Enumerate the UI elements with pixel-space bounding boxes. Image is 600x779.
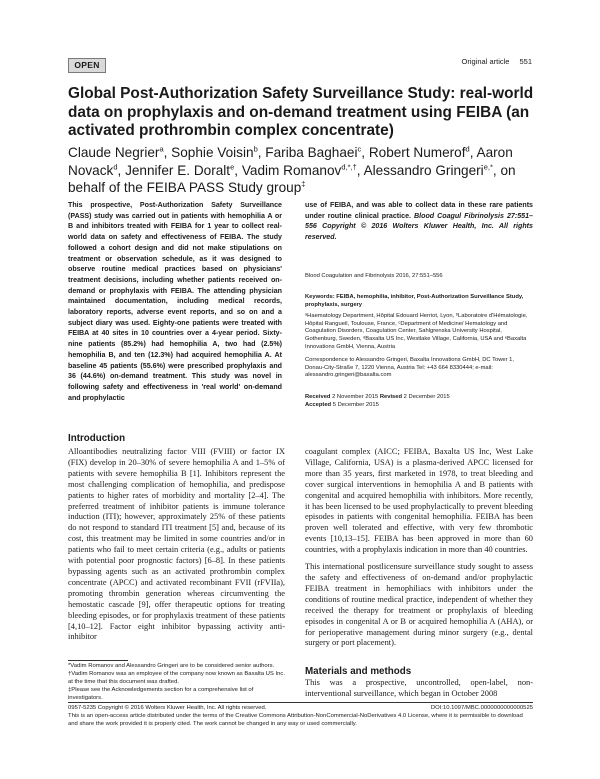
affiliations: ᵃHaematology Department, Hôpital Edouard Herriot, Lyon, ᵇLaboratoire d'Hématologie, Hôpital Rangueil, Toulouse, France, ᶜDepartment of Medicine/ Hematology and Coagulation Disorders, Coagulation Center, Sahlgrenska University Hospital, Gothenburg, Sweden, ᵈBaxalta US Inc, Westlake Village, California, USA and ᵉBaxalta Innovations GmbH, Vienna, Austria xyxy=(305,313,528,350)
abstract-conclusion: use of FEIBA, and was able to collect data in these rare patients under routine clinical practice. xyxy=(305,201,533,220)
abstract-left-column xyxy=(68,200,282,403)
author-affiliation-marker: e xyxy=(230,162,235,172)
author-name: Jennifer E. Doralt xyxy=(125,162,231,178)
journal-reference: Blood Coagulation and Fibrinolysis 2016, 27:551–556 xyxy=(305,273,443,279)
introduction-heading: Introduction xyxy=(68,433,126,444)
footer-copyright: 0957-5235 Copyright © 2016 Wolters Kluwer Health, Inc. All rights reserved. xyxy=(68,705,267,711)
abstract-citation: Blood Coagul Fibrinolysis 27:551–556 Copyright © 2016 Wolters Kluwer Health, Inc. All rights reserved. xyxy=(305,211,534,242)
abstract-continuation xyxy=(305,200,533,243)
author-affiliation-marker: c xyxy=(357,144,362,154)
received-label: Received xyxy=(305,394,331,400)
abstract-text: This prospective, Post-Authorization Safety Surveillance (PASS) study was carried out in patients with hemophilia A or B and inhibitors treated with FEIBA for 1 year to collect real-world data on safety and effectiveness of FEIBA. The study followed a cohort design and did not make stipulations on treatment or observation schedule, as it was designed to observe routine medical practices based on physicians' treatment decisions, including whether patients received on-demand or prophylaxis with FEIBA. The attending physician maintained documentation, including medical records, laboratory reports, adverse event reports, and so on and a subject diary was used. Eighty-one patients were treated with FEIBA at 40 sites in 10 countries over a 4-year period. Sixty-nine patients (85.2%) had hemophilia A, two had (2.5%) hemophilia B, and ten (12.3%) had acquired hemophilia A. At baseline 45 patients (55.6%) were prescribed prophylaxis and 36 (44.6%) on-demand treatment. This study was novel in following safety and effectiveness in 'real world' on-demand and prophylactic xyxy=(68,201,282,402)
author-affiliation-marker: d xyxy=(113,162,118,172)
author-affiliation-marker: e,* xyxy=(483,162,493,172)
author-affiliation-marker: b xyxy=(253,144,258,154)
open-access-badge: OPEN xyxy=(68,58,106,73)
keywords-list: FEIBA, hemophilia, inhibitor, Post-Authorization Surveillance Study, prophylaxis, surgery xyxy=(305,294,524,308)
author-affiliation-marker: d xyxy=(465,144,470,154)
author-name: Robert Numerof xyxy=(368,145,466,160)
footnote-divider xyxy=(68,660,128,661)
author-group: on behalf of the FEIBA PASS Study group xyxy=(68,162,516,196)
footnote: †Vadim Romanov was an employee of the company now known as Baxalta US Inc. at the time that this document was drafted. xyxy=(68,671,285,685)
article-type: Original article xyxy=(461,57,510,66)
accepted-date: 5 December 2015 xyxy=(332,401,379,408)
introduction-paragraph: This international postlicensure surveillance study sought to assess the safety and effectiveness of on-demand and/or prophylactic FEIBA treatment in hemophiliacs with inhibitors under the conditions of routine medical practice, independent of whether they received the therapy for treatment or prophylaxis of bleeding episodes in congenital A or B or acquired hemophilia A (AHA), or for perioperative management during minor surgery (e.g., dental surgery or port placement). xyxy=(305,562,533,648)
author-affiliation-marker: a xyxy=(159,144,164,154)
author-name: Vadim Romanov xyxy=(241,162,342,178)
article-dates xyxy=(305,394,533,409)
received-date: 2 November 2015 xyxy=(332,394,379,400)
page-header xyxy=(452,57,532,66)
author-group-marker: ‡ xyxy=(301,179,306,189)
author-affiliation-marker: d,*,† xyxy=(341,162,357,172)
footer-license: This is an open-access article distributed under the terms of the Creative Commons Attribution-NonCommercial-NoDerivatives 4.0 License, where it is permissible to download and share the work provided it is properly cited. The work cannot be changed in any way or used commercially. xyxy=(68,713,523,727)
footer-doi[interactable]: DOI:10.1097/MBC.0000000000000525 xyxy=(430,705,533,711)
footnotes xyxy=(68,663,285,703)
revised-date: 2 December 2015 xyxy=(403,394,450,400)
article-title: Global Post-Authorization Safety Surveillance Study: real-world data on prophylaxis and on-demand treatment using FEIBA (an activated prothrombin complex concentrate) xyxy=(68,85,534,139)
author-name: Fariba Baghaei xyxy=(265,145,358,160)
introduction-paragraph: Alloantibodies neutralizing factor VIII (FVIII) or factor IX (FIX) develop in 20–30% of severe hemophilia A and 1–5% of patients with severe hemophilia B [1]. Inhibitors represent the most challenging complication of hemophilia, and predispose patients to higher rates of morbidity and mortality [2–4]. The preferred treatment of inhibitor patients is immune tolerance induction (ITI); however, approximately 25% of these patients do not respond to standard ITI treatment [5] and, because of its cost, this treatment may be limited in some countries and/or in patients who fail to meet certain criteria (e.g., adults or patients with potential poor prognostic factors) [6–8]. In these patients bypassing agents such as an activated prothrombin complex concentrate (APCC) and activated recombinant FVII (rFVIIa), promoting thrombin generation whereas circumventing the hemostatic cascade [9], offer therapeutic options for treating bleeding episodes, or for prophylaxis treatment of these patients [4,10–12]. Factor eight inhibitor bypassing activity anti-inhibitor xyxy=(68,447,285,642)
methods-paragraph: This was a prospective, uncontrolled, open-label, non-interventional surveillance, which began in October 2008 xyxy=(305,678,533,698)
introduction-left-column xyxy=(68,447,285,649)
author-name: Claude Negrier xyxy=(68,145,160,160)
correspondence: Correspondence to Alessandro Gringeri, Baxalta Innovations GmbH, DC Tower 1, Donau-City-Straße 7, 1220 Vienna, Austria Tel: +43 664 8330444; e-mail: alessandro.gringeri@baxalta.com xyxy=(305,357,515,379)
keywords-label: Keywords: xyxy=(305,294,335,300)
author-name: Aaron Novack xyxy=(68,145,513,178)
revised-label: Revised xyxy=(379,394,403,400)
introduction-right-column xyxy=(305,447,533,655)
author-name: Sophie Voisin xyxy=(171,145,254,160)
keywords xyxy=(305,294,533,309)
page-number: 551 xyxy=(519,57,532,66)
methods-heading: Materials and methods xyxy=(305,666,412,677)
accepted-label: Accepted xyxy=(305,401,332,408)
author-name: Alessandro Gringeri xyxy=(363,162,484,178)
footnote: *Vadim Romanov and Alessandro Gringeri are to be considered senior authors. xyxy=(68,663,275,669)
footnote: ‡Please see the Acknowledgements section for a comprehensive list of investigators. xyxy=(68,687,254,701)
footer-divider xyxy=(68,702,533,703)
abstract-right-column xyxy=(305,200,533,243)
introduction-paragraph: coagulant complex (AICC; FEIBA, Baxalta US Inc, West Lake Village, California, USA) is a plasma-derived APCC licensed for more than 35 years, first marketed in 1978, to treat bleeding and cover surgical interventions in hemophilia A and B patients with congenital and acquired hemophilia with inhibitors. More recently, it has been licensed to be used prophylactically to prevent bleeding episodes in patients with congenital hemophilia. FEIBA has been proven well tolerated and effective, with very few thrombotic events [10,13–15]. FEIBA has been approved in more than 60 countries, with a prophylaxis indication in more than 40 countries. xyxy=(305,447,533,555)
author-list: Claude Negrier$^a$, Sophie Voisin$^b$, Fariba Baghaei$^c$, Robert Numerof$^d$, Aaron Novack$^d$, Jennifer E. Doralt$^e$, Vadim Romanov$^{d,*,\dagger}$, Alessandro Gringeri$^{e,*}$, on behalf of the FEIBA PASS Study group‡ xyxy=(68,144,516,196)
